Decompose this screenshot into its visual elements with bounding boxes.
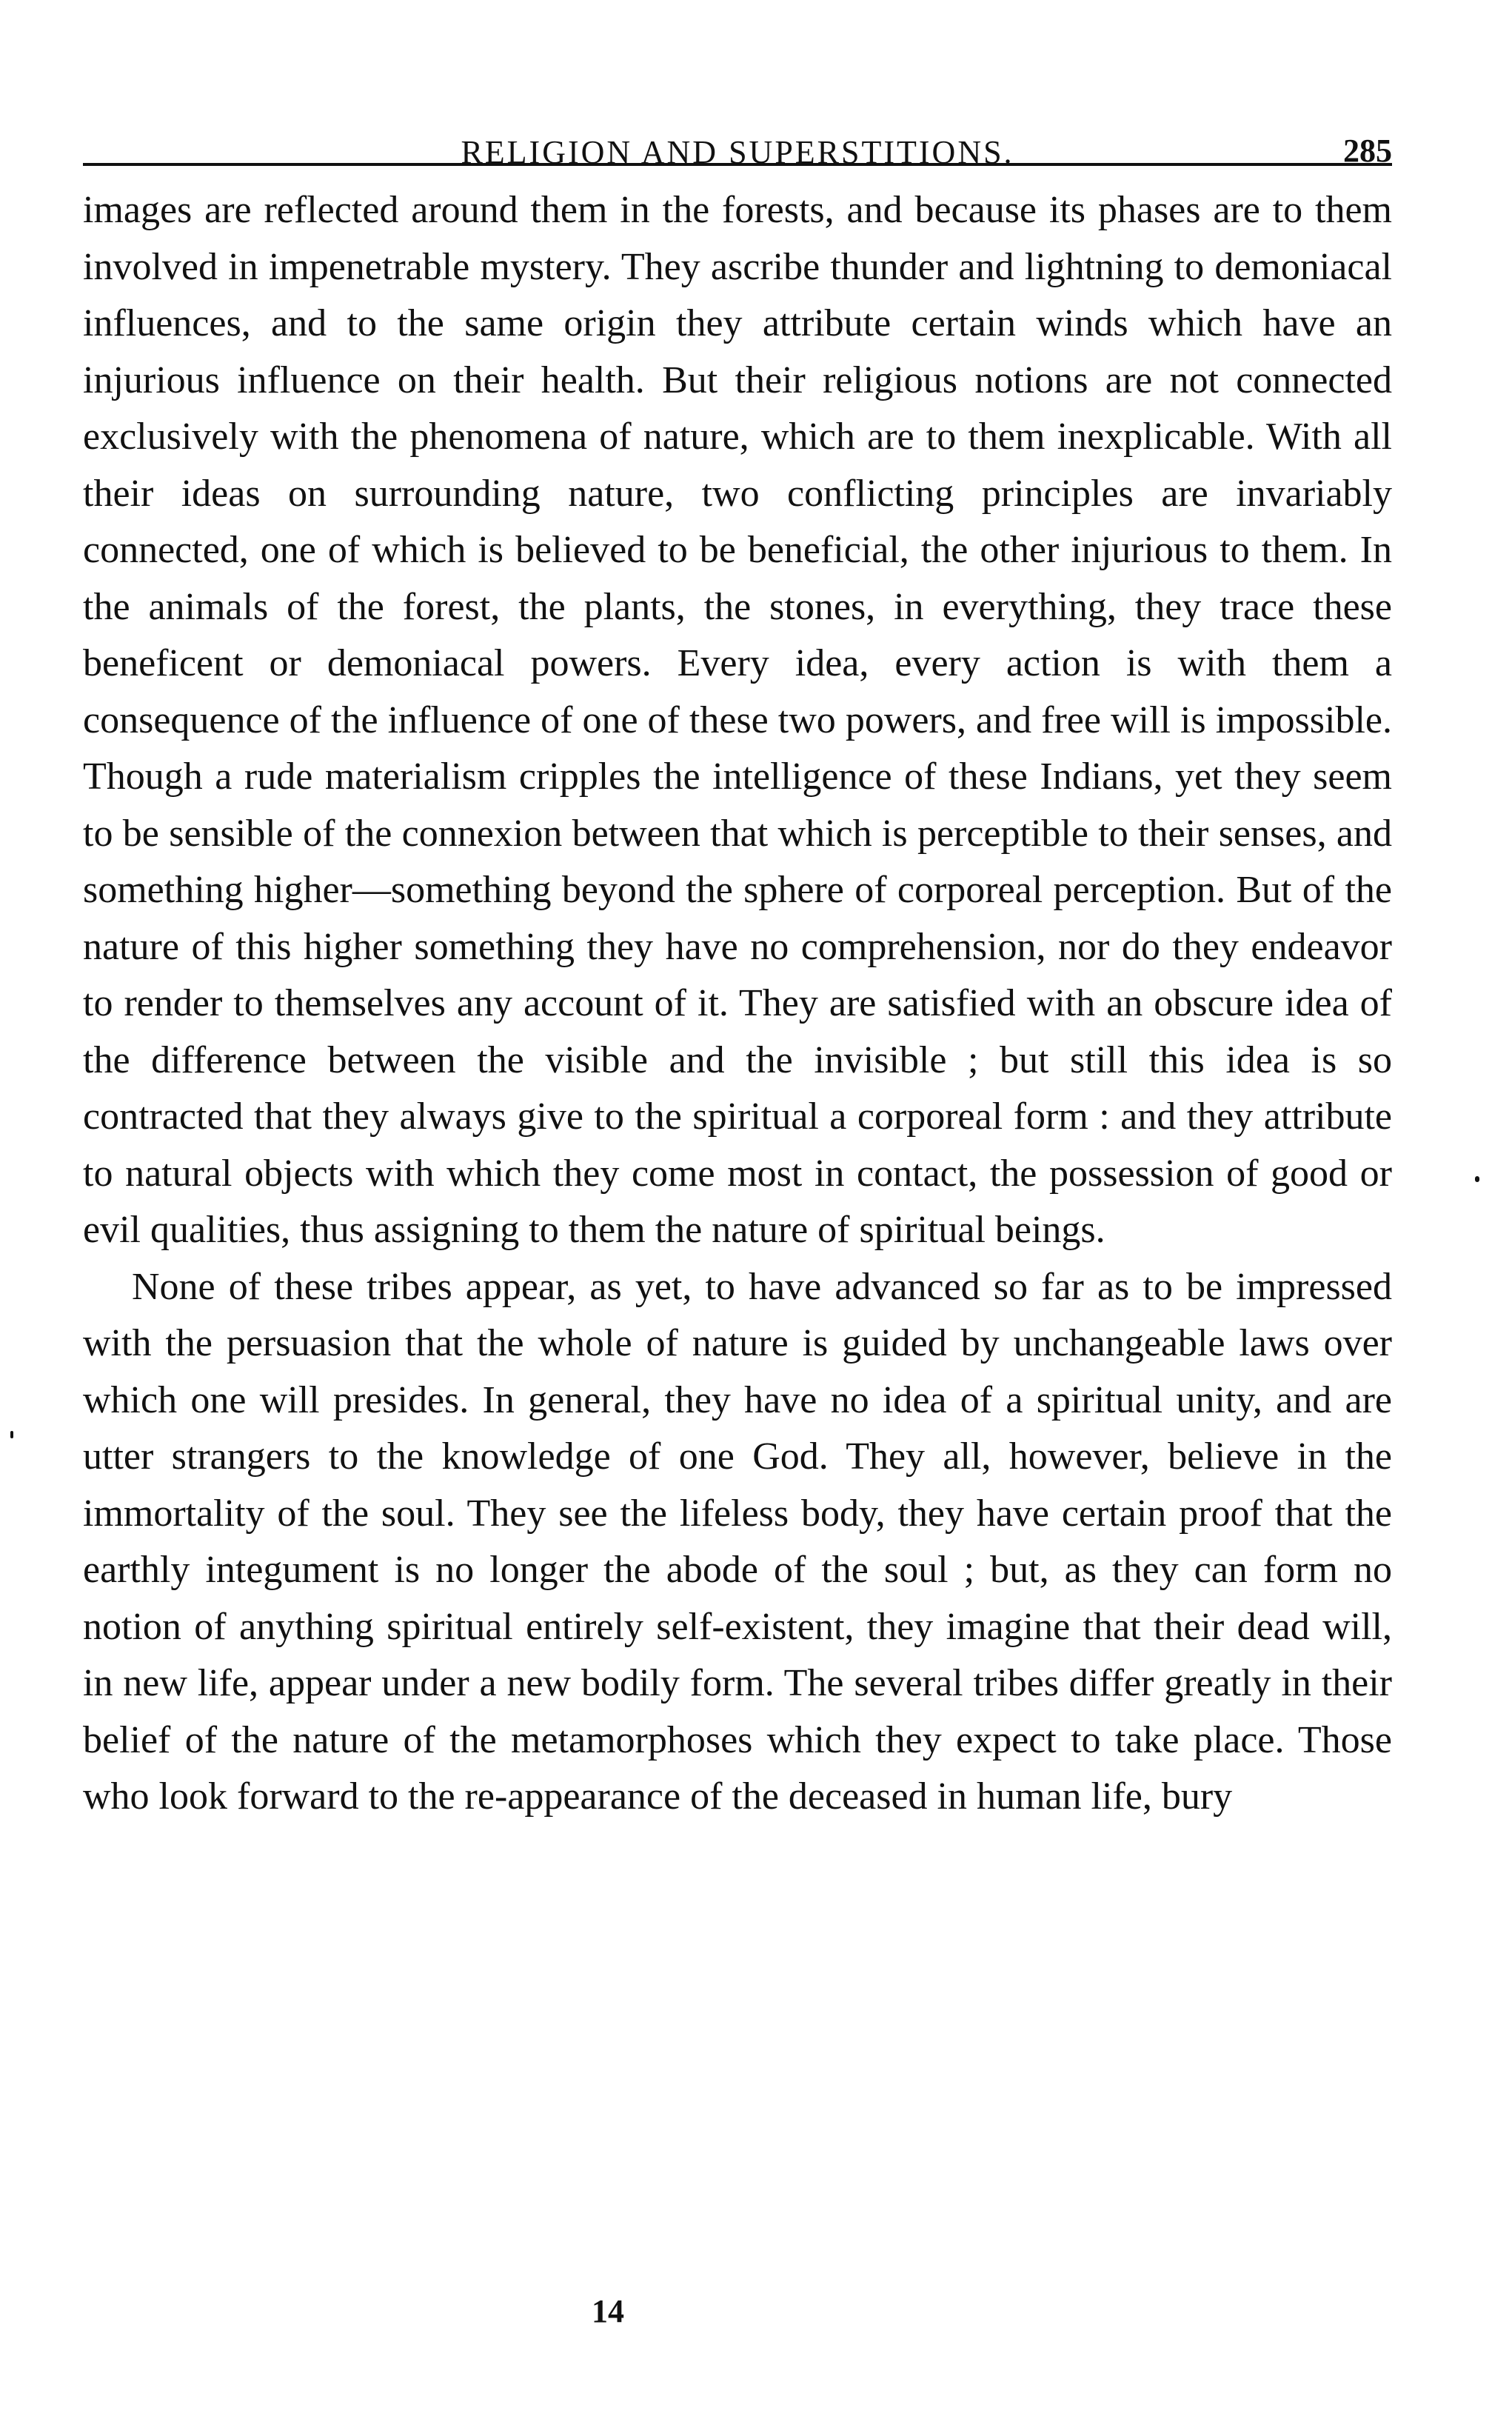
running-title: RELIGION AND SUPERSTITIONS.	[461, 134, 1014, 170]
page-number: 285	[1343, 133, 1392, 169]
body-text	[83, 182, 1392, 1826]
paragraph-continuation: images are reflected around them in the forests, and because its phases are to them involved in impenetrable mystery. They ascribe thunder and lightning to demoniacal influences, and to the same origin they attribute certain winds which have an injurious influence on their health. But their religious notions are not connected exclusively with the phenomena of nature, which are to them inexplicable. With all their ideas on surrounding nature, two conflicting principles are invariably connected, one of which is believed to be beneficial, the other injurious to them. In the animals of the forest, the plants, the stones, in everything, they trace these beneficent or demoniacal powers. Every idea, every action is with them a consequence of the influence of one of these two powers, and free will is impossible. Though a rude materialism cripples the intelligence of these Indians, yet they seem to be sensible of the connexion between that which is perceptible to their senses, and something higher—something beyond the sphere of corporeal perception. But of the nature of this higher something they have no comprehension, nor do they endeavor to render to themselves any account of it. They are satisfied with an obscure idea of the difference between the visible and the invisible ; but still this idea is so contracted that they always give to the spiritual a corporeal form : and they attribute to natural objects with which they come most in contact, the possession of good or evil qualities, thus assigning to them the nature of spiritual beings.	[83, 189, 1392, 1251]
ink-speck	[1475, 1176, 1479, 1182]
paragraph: None of these tribes appear, as yet, to have advanced so far as to be impressed with the persuasion that the whole of nature is guided by unchangeable laws over which one will presides. In general, they have no idea of a spiritual unity, and are utter strangers to the knowledge of one God. They all, however, believe in the immortality of the soul. They see the lifeless body, they have certain proof that the earthly integument is no longer the abode of the soul ; but, as they can form no notion of anything spiritual entirely self-existent, they imagine that their dead will, in new life, appear under a new bodily form. The several tribes differ greatly in their belief of the nature of the metamorphoses which they expect to take place. Those who look forward to the re-appearance of the deceased in human life, bury	[83, 1265, 1392, 1818]
signature-mark: 14	[592, 2293, 624, 2329]
book-page	[83, 111, 1392, 1826]
ink-speck	[10, 1431, 13, 1438]
running-header	[83, 111, 1392, 170]
